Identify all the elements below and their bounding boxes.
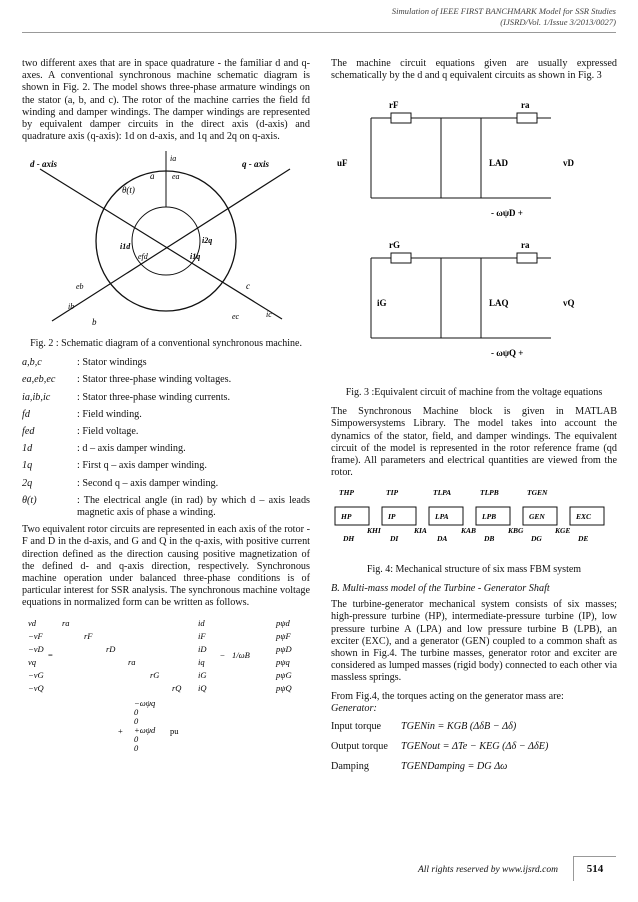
matrix-p-entry: pψQ (276, 682, 292, 693)
equation-expression: TGENDamping = DG Δω (401, 761, 508, 773)
rF-text: rF (389, 100, 399, 111)
vD-text: vD (563, 158, 574, 169)
glossary-term: a,b,c (22, 357, 42, 369)
matrix-w-entry: 0 (134, 706, 139, 717)
matrix-p-entry: pψq (276, 656, 290, 667)
ic-label: ic (266, 310, 272, 320)
equation-expression: TGENin = KGB (ΔδB − Δδ) (401, 721, 517, 733)
theta-label: θ(t) (122, 185, 135, 196)
d-axis-label: d - axis (30, 159, 57, 170)
q-circuit-lines (371, 258, 551, 338)
glossary-term: 1d (22, 443, 33, 455)
glossary-item (22, 460, 310, 472)
glossary-definition: : Field voltage. (77, 425, 139, 437)
i2q-label: i2q (202, 236, 213, 246)
equation-label: Damping (331, 761, 369, 773)
glossary-term: 2q (22, 477, 33, 489)
matrix-r-entry: rG (150, 669, 160, 680)
matrix-w-entry: 0 (134, 733, 139, 744)
ra-resistor-q (517, 253, 537, 263)
matrix-p-entry: pψd (276, 617, 290, 628)
torque-label: THP (339, 488, 354, 498)
matrix-i-entry: iQ (198, 682, 207, 693)
equation-expression: TGENout = ΔTe − KEG (Δδ − ΔδE) (401, 741, 549, 753)
glossary-item (22, 495, 310, 519)
mass-label: IP (388, 512, 396, 522)
matrix-w-entry: +ωψd (134, 724, 156, 735)
matrix-r-entry: rD (106, 643, 116, 654)
ea-label: ea (172, 172, 180, 182)
matrix-w-entry: −ωψq (134, 697, 156, 708)
matrix-rdiag (62, 618, 181, 693)
iG-text: iG (377, 298, 387, 309)
matrix-lhs-entry: −vQ (28, 682, 44, 693)
fig4-masses (335, 488, 604, 543)
glossary-definition: : First q – axis damper winding. (77, 460, 207, 472)
a-label: a (150, 171, 155, 182)
glossary-term: θ(t) (22, 494, 37, 506)
glossary-term: ea,eb,ec (22, 374, 56, 386)
left-paragraph-2: Two equivalent rotor circuits are represented in each axis of the rotor - F and D in the d-axis, and G and Q in the q-axis, with positive current direction defined as the direction causing positive magnetization of the defined d- and q-axis direction, respectively. Synchronous machine operation under balanced three-phase conditions is of particular interest for SSR analysis. The synchronous machine voltage equations in normalized form can be written as follows. (22, 524, 310, 609)
c-label: c (246, 281, 250, 292)
glossary-item (22, 443, 310, 455)
figure-2-schematic (22, 149, 310, 329)
figure-4-caption: Fig. 4: Mechanical structure of six mass FBM system (366, 563, 582, 575)
glossary-item (22, 426, 310, 438)
rG-text: rG (389, 240, 400, 251)
matrix-w-entry: 0 (134, 715, 139, 726)
glossary-definition: : The electrical angle (in rad) by which d – axis leads magnetic axis of phase a winding. (77, 494, 310, 518)
voltage-matrix-equation (22, 616, 310, 756)
matrix-r-entry: rQ (172, 682, 182, 693)
right-paragraph-3: From Fig.4, the torques acting on the generator mass are: (331, 690, 564, 702)
ia-label: ia (170, 154, 177, 164)
matrix-lhs-entry: −vD (28, 643, 44, 654)
vQ-text: vQ (563, 298, 575, 309)
right-paragraph-1: The Synchronous Machine block is given in MATLAB Simpowersystems Library. The model takes into account the dynamics of the stator, field, and damper windings. The equivalent circuit of the model is represented in the rotor reference frame (qd frame). All parameters and electrical quantities are viewed from the rotor. (331, 406, 617, 479)
page-number: 514 (573, 856, 616, 881)
plus-sign: + (118, 725, 123, 736)
spring-label: KAB (461, 526, 477, 536)
d-circuit-lines (371, 118, 551, 198)
matrix-p-entry: pψF (276, 630, 291, 641)
matrix-lhs-entry: vq (28, 656, 37, 667)
LAQ-text: LAQ (489, 298, 509, 309)
running-header (392, 6, 616, 28)
torque-label: TIP (386, 488, 399, 498)
glossary-term: fed (22, 425, 35, 437)
damping-label: DI (390, 534, 399, 544)
equation-label: Input torque (331, 721, 382, 733)
spring-label: KGE (555, 526, 571, 536)
matrix-lhs-entry: −vF (28, 630, 43, 641)
glossary-definition: : Stator windings (77, 357, 147, 369)
glossary-term: ia,ib,ic (22, 391, 51, 403)
rG-resistor (391, 253, 411, 263)
equals-sign: = (48, 649, 53, 660)
damping-label: DH (343, 534, 355, 544)
left-column (22, 58, 310, 760)
glossary-definition: : d – axis damper winding. (77, 443, 186, 455)
matrix-lhs-entry: vd (28, 617, 37, 628)
glossary-term: 1q (22, 460, 33, 472)
equation-label: Output torque (331, 741, 388, 753)
left-intro-paragraph: two different axes that are in space quadrature - the familiar d and q-axes. A conventional synchronous machine schematic diagram is shown in Fig. 2. The model shows three-phase armature windings on the stator (a, b, and c). The rotor of the machine carries the field fd winding and damper windings. The damper windings are represented by equivalent damper circuits in the direct axis (d-axis) and quadrature axis (q-axis): 1d on d-axis, and 1q and 2q on q-axis. (22, 58, 310, 143)
spring-label: KHI (367, 526, 381, 536)
damping-label: DA (437, 534, 448, 544)
matrix-w-entry: 0 (134, 742, 139, 753)
header-line1: Simulation of IEEE FIRST BANCHMARK Model for SSR Studies (391, 6, 616, 16)
torque-equations (331, 721, 617, 774)
i1q-label: i1q (190, 252, 201, 262)
right-paragraph-2: The turbine-generator mechanical system consists of six masses; high-pressure turbine (HP), intermediate-pressure turbine (IP), low pressure turbine A (LPA) and low pressure turbine B (LPB), an exciter (EXC), and a generator (GEN) coupled to a common shaft as shown in Fig.4. The turbine masses, generator rotor and exciter are considered as lumped masses (rigid body) connected to each other via massless springs. (331, 599, 617, 684)
ra-resistor-d (517, 113, 537, 123)
damping-label: DG (531, 534, 542, 544)
right-column (331, 58, 617, 782)
i1d-label: i1d (120, 242, 131, 252)
efd-label: efd (138, 252, 148, 262)
glossary-definition: : Stator three-phase winding voltages. (77, 374, 232, 386)
right-intro-paragraph: The machine circuit equations given are usually expressed schematically by the d and q equivalent circuits as shown in Fig. 3 (331, 58, 617, 82)
matrix-ivec (198, 618, 207, 693)
mass-label: EXC (576, 512, 592, 522)
omega-psiD-text: - ωψD + (491, 208, 523, 219)
equation-row (331, 741, 617, 753)
torque-label: TGEN (527, 488, 548, 498)
matrix-r-entry: rF (84, 630, 93, 641)
mass-label: LPB (482, 512, 497, 522)
LAD-text: LAD (489, 158, 509, 169)
torque-label: TLPB (480, 488, 499, 498)
d-axis-line (40, 169, 282, 322)
omega-psiQ-text: - ωψQ + (491, 348, 524, 359)
eb-label: eb (76, 282, 84, 292)
matrix-p-entry: pψD (276, 643, 292, 654)
minus-sign: − (220, 649, 225, 660)
matrix-i-entry: iG (198, 669, 207, 680)
glossary-item (22, 392, 310, 404)
q-axis-line (52, 169, 290, 321)
glossary-item (22, 374, 310, 386)
equation-row (331, 761, 617, 773)
header-rule (22, 32, 616, 33)
uF-text: uF (337, 158, 348, 169)
glossary-term: fd (22, 408, 30, 420)
equation-row (331, 721, 617, 733)
matrix-i-entry: iF (198, 630, 206, 641)
b-label: b (92, 317, 97, 328)
matrix-pvec (275, 618, 293, 693)
damping-label: DB (484, 534, 495, 544)
ra-text-d: ra (521, 100, 530, 111)
mass-label: LPA (435, 512, 449, 522)
glossary-definition: : Stator three-phase winding currents. (77, 391, 231, 403)
section-heading: B. Multi-mass model of the Turbine - Generator Shaft (331, 583, 550, 595)
figure-4-six-mass (331, 485, 617, 555)
matrix-i-entry: iq (198, 656, 205, 667)
mass-label: GEN (529, 512, 545, 522)
matrix-wvec (134, 698, 156, 753)
matrix-r-entry: ra (62, 617, 70, 628)
torque-label: TLPA (433, 488, 452, 498)
matrix-i-entry: id (198, 617, 205, 628)
ra-text-q: ra (521, 240, 530, 251)
ec-label: ec (232, 312, 240, 322)
q-axis-label: q - axis (242, 159, 269, 170)
matrix-lhs (28, 618, 45, 693)
unit-label: pu (170, 725, 179, 736)
matrix-p-entry: pψG (276, 669, 292, 680)
glossary-definition: : Field winding. (77, 408, 142, 420)
damping-label: DE (578, 534, 589, 544)
ib-label: ib (68, 302, 75, 312)
glossary-item (22, 478, 310, 490)
header-line2: (IJSRD/Vol. 1/Issue 3/2013/0027) (500, 17, 616, 27)
matrix-lhs-entry: −vG (28, 669, 44, 680)
matrix-r-entry: ra (128, 656, 136, 667)
figure-3-equivalent-circuit (331, 88, 617, 378)
glossary-item (22, 409, 310, 421)
matrix-i-entry: iD (198, 643, 207, 654)
figure-2-caption: Fig. 2 : Schematic diagram of a conventional synchronous machine. (30, 337, 302, 349)
glossary-item (22, 357, 310, 369)
glossary-definition: : Second q – axis damper winding. (77, 477, 219, 489)
rotor-circle (132, 207, 200, 275)
generator-label: Generator: (331, 702, 377, 714)
figure-3-caption: Fig. 3 :Equivalent circuit of machine from the voltage equations (345, 386, 603, 398)
coef-label: 1/ωB (232, 649, 250, 660)
symbol-glossary (22, 357, 310, 519)
spring-label: KBG (508, 526, 524, 536)
spring-label: KIA (414, 526, 427, 536)
mass-label: HP (341, 512, 352, 522)
footer-text: All rights reserved by www.ijsrd.com (417, 865, 558, 875)
rF-resistor (391, 113, 411, 123)
